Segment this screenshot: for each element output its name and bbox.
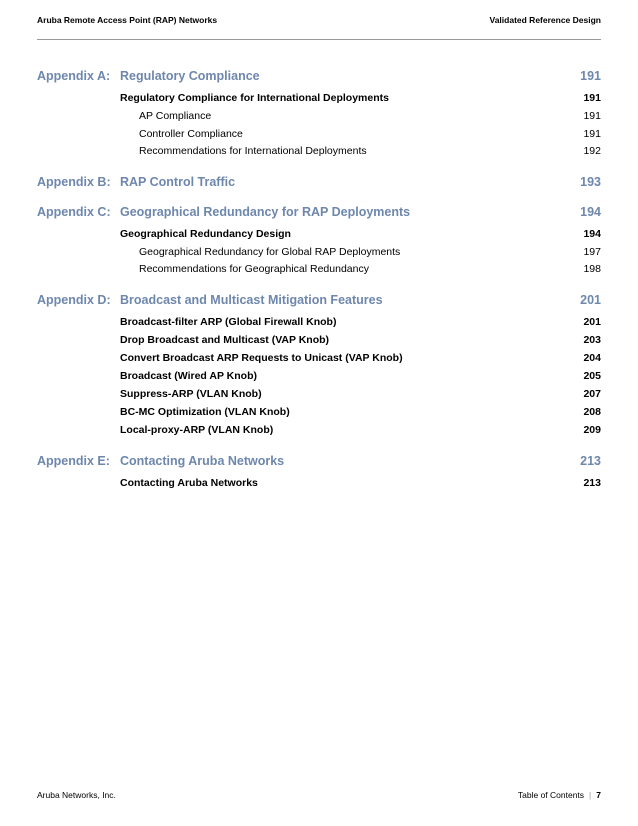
toc-entry-title: Broadcast (Wired AP Knob) bbox=[120, 369, 258, 382]
toc-appendix-heading[interactable] bbox=[37, 205, 601, 223]
toc-entry-title: Geographical Redundancy Design bbox=[120, 227, 291, 240]
toc-entry-page: 197 bbox=[583, 245, 601, 258]
footer-company: Aruba Networks, Inc. bbox=[37, 790, 116, 800]
toc-subsection-entry[interactable] bbox=[37, 110, 601, 128]
toc-entry-page: 201 bbox=[583, 315, 601, 328]
appendix-page: 201 bbox=[580, 292, 601, 307]
toc-entry-title: Convert Broadcast ARP Requests to Unicast (VAP Knob) bbox=[120, 351, 403, 364]
page-header bbox=[37, 15, 601, 40]
footer-page-number: 7 bbox=[596, 790, 601, 800]
document-title: Aruba Remote Access Point (RAP) Networks bbox=[37, 15, 218, 25]
toc-entry-page: 191 bbox=[583, 92, 601, 104]
appendix-label: Appendix D: bbox=[37, 292, 111, 307]
toc-section-entry[interactable] bbox=[37, 334, 601, 352]
toc-section-entry[interactable] bbox=[37, 406, 601, 424]
toc-entry-title: Broadcast-filter ARP (Global Firewall Knob) bbox=[120, 315, 337, 328]
toc-entry-page: 192 bbox=[583, 145, 601, 157]
toc-entry-title: AP Compliance bbox=[139, 110, 212, 122]
appendix-title: Broadcast and Multicast Mitigation Features bbox=[120, 292, 383, 307]
toc-entry-title: Local-proxy-ARP (VLAN Knob) bbox=[120, 423, 274, 436]
appendix-label: Appendix C: bbox=[37, 204, 111, 219]
table-of-contents bbox=[37, 69, 601, 495]
toc-entry-page: 205 bbox=[583, 369, 601, 382]
toc-section-entry[interactable] bbox=[37, 352, 601, 370]
toc-entry-page: 208 bbox=[583, 405, 601, 418]
toc-appendix-heading[interactable] bbox=[37, 69, 601, 87]
toc-appendix-block bbox=[37, 293, 601, 442]
appendix-label: Appendix B: bbox=[37, 174, 111, 189]
document-subtitle: Validated Reference Design bbox=[489, 15, 601, 25]
footer-separator: | bbox=[589, 790, 592, 800]
toc-entry-page: 207 bbox=[583, 387, 601, 400]
toc-subsection-entry[interactable] bbox=[37, 145, 601, 163]
toc-section-entry[interactable] bbox=[37, 388, 601, 406]
toc-appendix-heading[interactable] bbox=[37, 454, 601, 472]
toc-appendix-block bbox=[37, 175, 601, 193]
toc-entry-page: 198 bbox=[583, 263, 601, 275]
toc-entry-page: 194 bbox=[583, 227, 601, 240]
toc-entry-title: Regulatory Compliance for International Deployments bbox=[120, 92, 389, 104]
appendix-title: RAP Control Traffic bbox=[120, 174, 236, 189]
toc-section-entry[interactable] bbox=[37, 92, 601, 110]
toc-entry-page: 213 bbox=[583, 476, 601, 489]
toc-appendix-block bbox=[37, 205, 601, 281]
toc-subsection-entry[interactable] bbox=[37, 263, 601, 281]
toc-entry-title: Contacting Aruba Networks bbox=[120, 476, 258, 489]
toc-entry-title: Recommendations for Geographical Redundancy bbox=[139, 263, 369, 275]
toc-entry-title: Suppress-ARP (VLAN Knob) bbox=[120, 387, 262, 400]
appendix-label: Appendix E: bbox=[37, 453, 110, 468]
toc-appendix-block bbox=[37, 69, 601, 163]
appendix-label: Appendix A: bbox=[37, 69, 111, 83]
toc-entry-title: Controller Compliance bbox=[139, 127, 243, 140]
appendix-page: 194 bbox=[580, 204, 601, 219]
toc-entry-title: Drop Broadcast and Multicast (VAP Knob) bbox=[120, 333, 330, 346]
toc-entry-title: BC-MC Optimization (VLAN Knob) bbox=[120, 405, 290, 418]
toc-section-entry[interactable] bbox=[37, 316, 601, 334]
toc-section-entry[interactable] bbox=[37, 228, 601, 246]
appendix-title: Regulatory Compliance bbox=[120, 69, 260, 83]
appendix-title: Geographical Redundancy for RAP Deployments bbox=[120, 204, 411, 219]
toc-entry-title: Geographical Redundancy for Global RAP Deployments bbox=[139, 245, 401, 258]
toc-entry-page: 209 bbox=[583, 423, 601, 436]
toc-section-entry[interactable] bbox=[37, 424, 601, 442]
appendix-page: 213 bbox=[580, 453, 601, 468]
toc-subsection-entry[interactable] bbox=[37, 246, 601, 264]
toc-entry-page: 203 bbox=[583, 333, 601, 346]
toc-entry-page: 204 bbox=[583, 351, 601, 364]
appendix-title: Contacting Aruba Networks bbox=[120, 453, 285, 468]
toc-subsection-entry[interactable] bbox=[37, 128, 601, 146]
appendix-page: 193 bbox=[580, 174, 601, 189]
toc-section-entry[interactable] bbox=[37, 370, 601, 388]
appendix-page: 191 bbox=[580, 69, 601, 83]
toc-entry-page: 191 bbox=[583, 127, 601, 140]
footer-page-info bbox=[518, 790, 601, 800]
toc-appendix-heading[interactable] bbox=[37, 293, 601, 311]
toc-appendix-block bbox=[37, 454, 601, 495]
toc-appendix-heading[interactable] bbox=[37, 175, 601, 193]
toc-entry-title: Recommendations for International Deployments bbox=[139, 145, 367, 157]
page-footer bbox=[37, 790, 601, 804]
footer-section: Table of Contents bbox=[517, 790, 585, 800]
toc-entry-page: 191 bbox=[583, 110, 601, 122]
toc-section-entry[interactable] bbox=[37, 477, 601, 495]
